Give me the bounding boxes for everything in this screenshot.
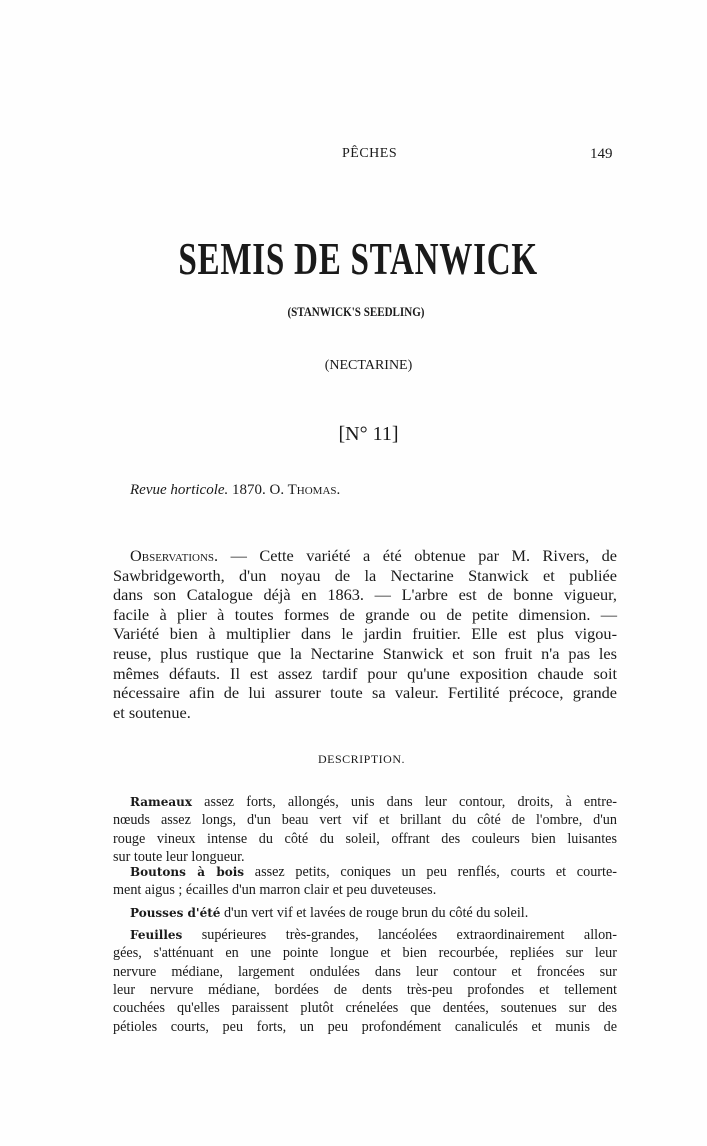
- description-line: [130, 927, 617, 944]
- line-text: ment aigus ; écailles d'un marron clair et peu duveteuses.: [113, 882, 437, 899]
- line-text: rouge vineux intense du côté du soleil, offrant des couleurs bien luisantes: [113, 830, 617, 847]
- line-text: Variété bien à multiplier dans le jardin fruitier. Elle est plus vigou-: [113, 624, 617, 644]
- line-text: et soutenue.: [113, 702, 191, 722]
- description-line: [113, 1019, 617, 1036]
- running-title: PÊCHES: [342, 146, 398, 161]
- description-line: [113, 945, 617, 962]
- line-text: gées, s'atténuant en une pointe longue et bien recourbée, repliées sur leur: [113, 945, 617, 962]
- fruit-type: (NECTARINE): [324, 358, 413, 373]
- line-text: mêmes défauts. Il est assez tardif pour qu'une exposition chaude soit: [113, 663, 617, 683]
- line-text: dans son Catalogue déjà en 1863. — L'arbre est de bonne vigueur,: [113, 585, 617, 605]
- description-line: [113, 831, 617, 848]
- observation-line: [113, 703, 617, 723]
- description-label: Boutons à bois: [130, 865, 245, 879]
- observation-line: [113, 664, 617, 684]
- line-text: nécessaire afin de lui assurer toute sa valeur. Fertilité précoce, grande: [113, 683, 617, 703]
- line-text: assez forts, allongés, unis dans leur contour, droits, à entre-: [192, 794, 617, 810]
- page-number: 149: [590, 146, 613, 162]
- description-label: Pousses d'été: [130, 906, 221, 920]
- description-line: [113, 982, 617, 999]
- line-text: nœuds assez longs, d'un beau vert vif et brillant du côté de l'ombre, d'un: [113, 812, 617, 829]
- reference: [130, 482, 340, 499]
- description-line: [113, 1000, 617, 1017]
- line-text: d'un vert vif et lavées de rouge brun du côté du soleil.: [220, 905, 529, 921]
- description-line: [113, 812, 617, 829]
- line-text: supérieures très-grandes, lancéolées extraordinairement allon-: [182, 927, 617, 943]
- observation-line: [113, 605, 617, 625]
- reference-year: 1870.: [232, 482, 266, 498]
- description-line: [113, 964, 617, 981]
- line-text: assez petits, coniques un peu renflés, courts et courte-: [244, 864, 617, 880]
- description-heading: DESCRIPTION.: [318, 752, 406, 766]
- reference-source: Revue horticole.: [130, 482, 229, 498]
- subtitle: (STANWICK'S SEEDLING): [287, 304, 425, 319]
- description-line: [113, 882, 617, 899]
- line-text: — Cette variété a été obtenue par M. Rivers, de: [218, 546, 617, 565]
- description-line: [130, 905, 617, 922]
- line-text: couchées qu'elles paraissent plutôt crénelées que dentées, soutenues sur des: [113, 1000, 617, 1017]
- line-text: pétioles courts, peu forts, un peu profondément canaliculés et munis de: [113, 1018, 617, 1035]
- line-text: nervure médiane, largement ondulées dans leur contour et froncées sur: [113, 963, 617, 980]
- observation-line: [113, 585, 617, 605]
- line-text: leur nervure médiane, bordées de dents très-peu profondes et tellement: [113, 981, 617, 998]
- description-line: [130, 864, 617, 881]
- observation-line: [113, 683, 617, 703]
- description-line: [130, 794, 617, 811]
- entry-number: [N° 11]: [338, 423, 399, 445]
- description-label: Rameaux: [130, 795, 193, 809]
- reference-author: O. Thomas.: [269, 482, 341, 498]
- description-label: Feuilles: [130, 928, 183, 942]
- observation-line: [130, 546, 617, 566]
- line-text: facile à plier à toutes formes de grande ou de petite dimension. —: [113, 604, 617, 624]
- observation-line: [113, 644, 617, 664]
- line-text: Sawbridgeworth, d'un noyau de la Nectarine Stanwick et publiée: [113, 565, 617, 585]
- observations-label: Observations.: [130, 546, 219, 565]
- observation-line: [113, 566, 617, 586]
- line-text: sur toute leur longueur.: [113, 848, 245, 865]
- line-text: reuse, plus rustique que la Nectarine Stanwick et son fruit n'a pas les: [113, 644, 617, 663]
- page-title: SEMIS DE STANWICK: [178, 233, 538, 284]
- observation-line: [113, 624, 617, 644]
